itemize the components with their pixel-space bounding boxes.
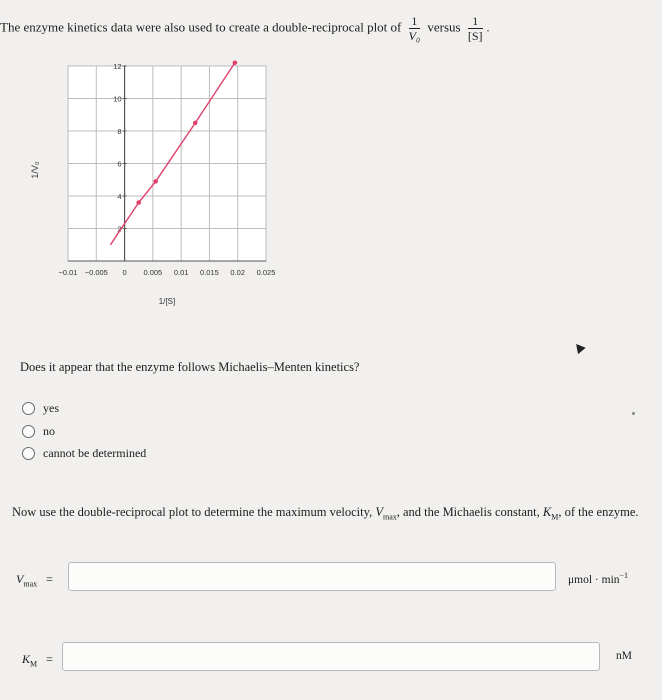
x-tick-label: 0.015 xyxy=(200,268,219,277)
data-point xyxy=(153,179,158,184)
vmax-symbol: V xyxy=(375,505,383,519)
x-tick-label: 0.02 xyxy=(230,268,246,277)
vmax-label xyxy=(16,572,53,588)
vmax-equals: = xyxy=(46,572,53,586)
instruction-part3: , of the enzyme. xyxy=(558,505,639,519)
km-subscript: M xyxy=(551,512,559,522)
vmax-input[interactable] xyxy=(68,562,556,591)
x-axis-label: 1/[S] xyxy=(158,297,176,306)
radio-no[interactable] xyxy=(22,425,35,438)
fraction-numerator: 1 xyxy=(468,14,483,29)
y-tick-label: 10 xyxy=(113,94,122,104)
versus-word: versus xyxy=(427,19,461,35)
fraction-denominator: [S] xyxy=(467,29,483,43)
option-cannot-be-determined-label[interactable]: cannot be determined xyxy=(43,446,147,460)
screen-speck xyxy=(632,412,635,415)
vmax-label-symbol: V xyxy=(16,572,24,586)
x-tick-label: 0 xyxy=(122,268,127,277)
vmax-subscript: max xyxy=(382,512,397,522)
option-no[interactable] xyxy=(22,424,55,439)
vmax-unit-exponent: −1 xyxy=(619,571,629,580)
y-tick-label: 2 xyxy=(117,224,122,234)
x-tick-label: −0.01 xyxy=(58,268,78,277)
km-unit: nM xyxy=(616,650,632,662)
radio-cannot-be-determined[interactable] xyxy=(22,447,35,460)
instruction-part1: Now use the double-reciprocal plot to determine the maximum velocity, xyxy=(12,505,373,519)
instruction-part2: , and the Michaelis constant, xyxy=(396,505,540,519)
data-point xyxy=(193,121,198,126)
fraction-inverse-v0 xyxy=(409,14,421,43)
x-tick-label: 0.005 xyxy=(143,268,163,277)
km-input[interactable] xyxy=(62,642,600,671)
fraction-denominator: V₀ xyxy=(408,29,421,43)
y-axis-label: 1/V₀ xyxy=(30,161,40,179)
data-point xyxy=(233,60,238,65)
intro-text xyxy=(0,14,490,43)
y-tick-label: 4 xyxy=(117,192,122,201)
vmax-unit xyxy=(568,571,628,586)
double-reciprocal-plot xyxy=(30,60,290,320)
question-text: Does it appear that the enzyme follows Michaelis–Menten kinetics? xyxy=(20,360,360,374)
km-symbol: K xyxy=(542,505,552,519)
vmax-unit-main: μmol · min xyxy=(568,573,620,586)
vmax-label-subscript: max xyxy=(23,579,38,589)
instruction-text xyxy=(12,505,639,522)
option-yes[interactable] xyxy=(22,401,59,416)
option-yes-label[interactable]: yes xyxy=(43,401,59,415)
x-tick-label: −0.005 xyxy=(84,268,108,277)
fraction-inverse-s xyxy=(468,14,483,43)
x-tick-label: 0.01 xyxy=(173,268,189,277)
option-no-label[interactable]: no xyxy=(43,424,55,438)
x-tick-label: 0.025 xyxy=(256,268,276,277)
y-tick-label: 6 xyxy=(117,159,122,169)
y-tick-label: 12 xyxy=(113,62,122,71)
data-point xyxy=(136,200,141,205)
intro-label: The enzyme kinetics data were also used to create a double-reciprocal plot of xyxy=(0,19,402,35)
km-label-symbol: K xyxy=(22,652,31,666)
mouse-cursor-icon xyxy=(572,341,585,354)
option-cannot-be-determined[interactable] xyxy=(22,446,146,461)
km-label xyxy=(22,652,53,668)
km-equals: = xyxy=(46,652,53,666)
intro-period: . xyxy=(486,20,490,35)
fraction-numerator: 1 xyxy=(409,14,421,29)
radio-yes[interactable] xyxy=(22,402,35,415)
km-label-subscript: M xyxy=(30,659,38,669)
y-tick-label: 8 xyxy=(117,127,122,136)
